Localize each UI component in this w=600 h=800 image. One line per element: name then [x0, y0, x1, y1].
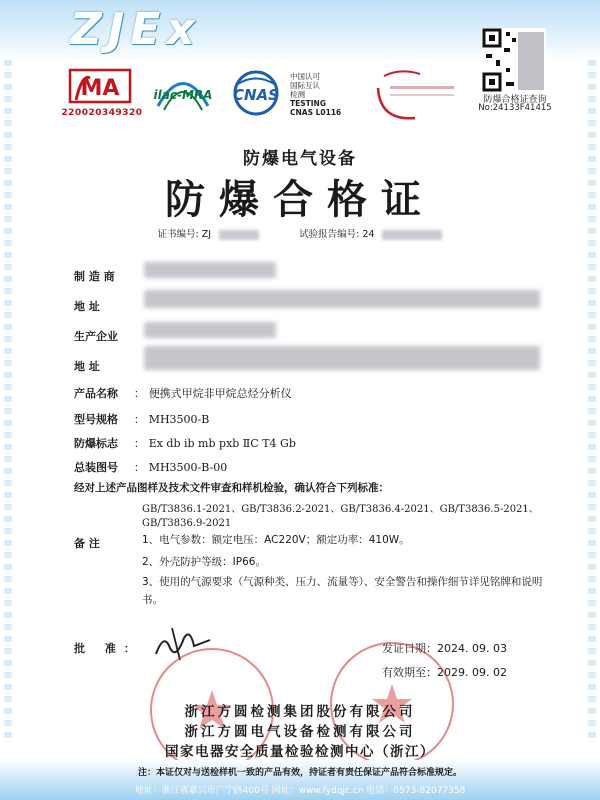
- product-name-label: 产品名称: [74, 387, 118, 400]
- model-field: 型号规格 ： MH3500-B: [74, 413, 210, 426]
- drawing-number-value: MH3500-B-00: [148, 461, 228, 474]
- note-1: 1、电气参数：额定电压：AC220V；额定功率：410W。: [142, 534, 410, 546]
- standards-line: GB/T3836.1-2021、GB/T3836.2-2021、GB/T3836.4-2021、GB/T3836.5-2021、: [142, 504, 539, 515]
- model-label: 型号规格: [74, 413, 118, 426]
- ex-marking-field: 防爆标志 ： Ex db ib mb pxb ⅡC T4 Gb: [74, 437, 296, 450]
- notes-label: 备 注: [74, 537, 100, 550]
- cnas-logo-icon: [224, 70, 288, 116]
- zjex-brand: ZJEx: [70, 4, 201, 55]
- cnas-info-line: 检测: [290, 90, 305, 99]
- compliance-statement: 经对上述产品图样及技术文件审查和样机检验，确认符合下列标准：: [74, 482, 389, 494]
- cnas-info-line: TESTING: [290, 99, 326, 108]
- cma-number: 220020349320: [61, 108, 143, 118]
- issue-date-label: 发证日期：: [382, 642, 437, 655]
- report-number-label: 试验报告编号: 24: [299, 229, 375, 240]
- address-label: 地 址: [74, 300, 100, 313]
- note-2: 2、外壳防护等级：IP66。: [142, 556, 266, 568]
- manufacturer-label: 制 造 商: [74, 270, 115, 283]
- qr-caption: 防爆合格证查询: [483, 95, 547, 105]
- product-name-field: 产品名称 ： 便携式甲烷非甲烷总烃分析仪: [74, 387, 292, 400]
- svg-text:CNAS: CNAS: [233, 86, 279, 104]
- cnas-info-line: CNAS L0116: [290, 108, 342, 117]
- address-field: [74, 298, 130, 314]
- red-swoosh-logo-icon: [370, 66, 460, 126]
- approval-label: 批 准：: [74, 642, 143, 655]
- document-title: 防爆合格证: [165, 177, 435, 223]
- ilac-mra-logo: [148, 66, 218, 126]
- address2-field: [74, 358, 130, 374]
- valid-until-label: 有效期至：: [382, 666, 437, 679]
- drawing-number-label: 总装图号: [74, 461, 118, 474]
- producer-label: 生产企业: [74, 330, 118, 343]
- cnas-info-line: 中国认可: [290, 72, 320, 81]
- standards-line: GB/T3836.9-2021: [142, 518, 232, 529]
- producer-field: [74, 328, 130, 344]
- manufacturer-redacted: [144, 262, 276, 278]
- footer-address: 地址：浙江省嘉兴市广宁路400号 网址：www.fydqjc.cn 电话：0573-82077358: [134, 786, 466, 796]
- issuer-3: 国家电器安全质量检验检测中心（浙江）: [165, 744, 435, 760]
- cert-number-label: 证书编号: ZJ: [157, 229, 212, 240]
- document-subtitle: 防爆电气设备: [243, 149, 357, 169]
- qr-code-icon[interactable]: [482, 28, 546, 92]
- issuer-2: 浙江方圆电气设备检测有限公司: [184, 724, 416, 740]
- model-value: MH3500-B: [148, 413, 210, 426]
- cnas-info-line: 国际互认: [290, 81, 320, 90]
- standards-list: [142, 503, 542, 531]
- footer-note: 注：本证仅对与送检样机一致的产品有效，持证者有责任保证产品符合标准规定。: [137, 768, 462, 778]
- issuer-1: 浙江方圆检测集团股份有限公司: [184, 704, 416, 720]
- qr-number: No:24133F41415: [478, 103, 552, 113]
- svg-text:MA: MA: [80, 76, 120, 101]
- ex-marking-label: 防爆标志: [74, 437, 118, 450]
- ex-marking-value: Ex db ib mb pxb ⅡC T4 Gb: [148, 437, 296, 450]
- certificate-numbers: [0, 226, 600, 240]
- ilac-text: ilac-MRA: [153, 88, 213, 102]
- cma-logo: [60, 68, 143, 118]
- address2-label: 地 址: [74, 360, 100, 373]
- producer-redacted: [144, 322, 276, 338]
- drawing-number-field: 总装图号 ： MH3500-B-00: [74, 461, 228, 474]
- valid-until-value: 2029. 09. 02: [437, 666, 507, 679]
- manufacturer-field: [74, 268, 130, 284]
- address2-redacted: [144, 346, 540, 370]
- note-3: 3、使用的气源要求（气源种类、压力、流量等）、安全警告和操作细节详见铭牌和说明书。: [142, 576, 543, 606]
- cnas-info: [290, 72, 370, 117]
- cma-mark-icon: [68, 68, 132, 104]
- product-name-value: 便携式甲烷非甲烷总烃分析仪: [148, 387, 292, 400]
- address-redacted: [144, 290, 540, 308]
- issue-date-value: 2024. 09. 03: [437, 642, 507, 655]
